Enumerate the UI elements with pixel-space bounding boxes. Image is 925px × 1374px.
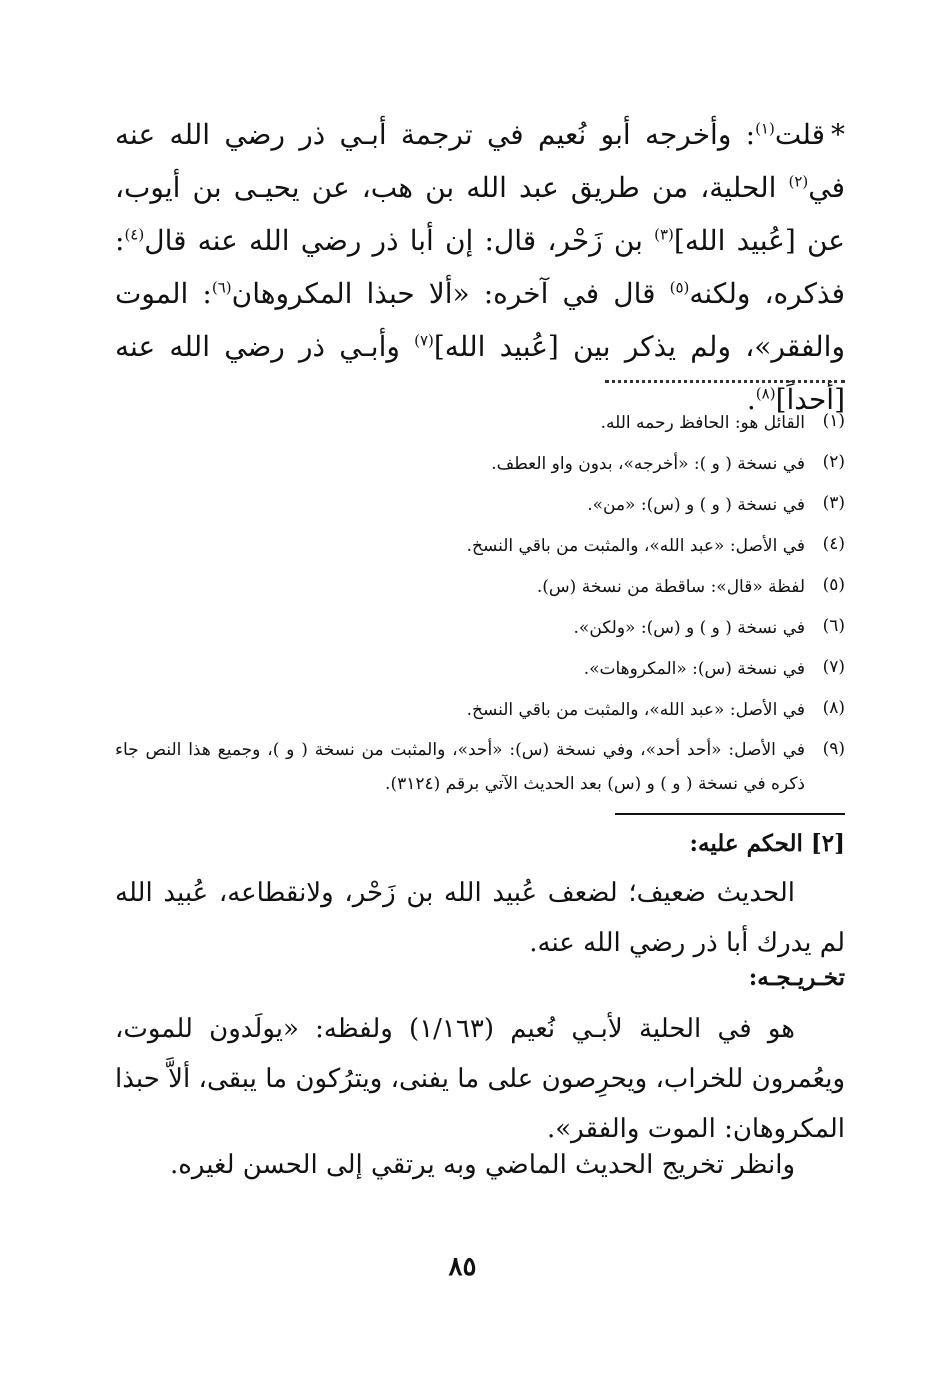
footnote-number: (٦) bbox=[822, 616, 845, 636]
footnote-ref: (٥) bbox=[669, 278, 690, 297]
footnote-ref: (١) bbox=[755, 119, 775, 138]
footnote-text: في الأصل: «عبد الله»، والمثبت من باقي النسخ. bbox=[466, 700, 805, 720]
footnote-text: في نسخة ( و ) و (س): «ولكن». bbox=[573, 618, 805, 638]
takhrij-see-also: وانظر تخريج الحديث الماضي وبه يرتقي إلى الحسن لغيره. bbox=[169, 1150, 795, 1180]
section-divider bbox=[615, 813, 845, 815]
ruling-heading: [٢] الحكم عليه: bbox=[689, 830, 845, 857]
footnote-ref: (٢) bbox=[788, 172, 809, 191]
footnote-ref: (٤) bbox=[124, 225, 145, 244]
footnote-item bbox=[115, 569, 845, 605]
footnote-text: في الأصل: «أحد أحد»، وفي نسخة (س): «أحد»، والمثبت من نسخة ( و )، وجميع هذا النص جاء ذكره في نسخة ( و ) و (س) بعد الحديث الآتي برقم (٣١٢٤). bbox=[115, 740, 806, 794]
footnote-text: في نسخة ( و ): «أخرجه»، بدون واو العطف. bbox=[491, 454, 805, 474]
footnote-text: في نسخة (س): «المكروهات». bbox=[583, 659, 805, 679]
footnote-number: (٩) bbox=[822, 739, 845, 759]
footnote-number: (٥) bbox=[822, 575, 845, 595]
footnote-item bbox=[115, 692, 845, 728]
main-text-segment: : فذكره، ولكنه bbox=[115, 224, 846, 310]
footnote-number: (٤) bbox=[822, 534, 845, 554]
footnote-ref: (٨) bbox=[755, 384, 776, 403]
footnote-text: في الأصل: «عبد الله»، والمثبت من باقي النسخ. bbox=[466, 536, 805, 556]
main-text-segment: . bbox=[746, 383, 756, 416]
footnote-ref: (٦) bbox=[211, 278, 232, 297]
footnote-number: (٣) bbox=[822, 493, 845, 513]
footnote-item bbox=[115, 651, 845, 687]
main-text-segment: الحلية، من طريق عبد الله بن هب، عن يحيـى بن أيوب، عن [عُبيد الله] bbox=[115, 171, 845, 257]
footnote-text: لفظة «قال»: ساقطة من نسخة (س). bbox=[536, 577, 805, 597]
page-number: ٨٥ bbox=[448, 1252, 477, 1282]
main-text-segment: قال في آخره: «ألا حبذا المكروهان bbox=[231, 277, 670, 310]
footnote-item bbox=[115, 610, 845, 646]
takhrij-text: هو في الحلية لأبـي نُعيم (١/١٦٣) ولفظه: «يولَدون للموت، ويعُمرون للخراب، ويحرِصون على ما يفنى، ويترُكون ما يبقى، ألاَّ حبذا المكروهان: الموت والفقر». bbox=[115, 1014, 845, 1144]
main-text-segment: بن زَحْر، قال: إن أبا ذر رضي الله عنه قال bbox=[144, 224, 655, 257]
footnote-separator bbox=[605, 370, 845, 383]
asterisk-mark: * bbox=[831, 118, 845, 151]
footnote-item bbox=[115, 446, 845, 482]
footnote-item bbox=[115, 487, 845, 523]
main-text-segment: وأبـي ذر رضي الله عنه [أحداً] bbox=[115, 330, 845, 416]
footnote-text: القائل هو: الحافظ رحمه الله. bbox=[600, 413, 805, 433]
main-text-segment: : الموت والفقر»، ولم يذكر بين [عُبيد الله] bbox=[115, 277, 845, 363]
ruling-text: الحديث ضعيف؛ لضعف عُبيد الله بن زَحْر، ولانقطاعه، عُبيد الله لم يدرك أبا ذر رضي الله عنه. bbox=[115, 878, 845, 958]
footnote-text: في نسخة ( و ) و (س): «من». bbox=[587, 495, 805, 515]
takhrij-heading: تخـريـجـه: bbox=[748, 964, 845, 991]
footnote-number: (٧) bbox=[822, 657, 845, 677]
footnote-item bbox=[115, 733, 845, 801]
footnote-number: (٨) bbox=[822, 698, 845, 718]
footnote-ref: (٧) bbox=[414, 331, 434, 350]
footnote-ref: (٣) bbox=[654, 225, 674, 244]
main-text-segment: : وأخرجه أبو نُعيم في ترجمة أبـي ذر رضي الله عنه في bbox=[115, 118, 845, 204]
footnotes-list bbox=[115, 405, 845, 806]
footnote-number: (١) bbox=[822, 411, 845, 431]
footnote-item bbox=[115, 528, 845, 564]
footnote-item bbox=[115, 405, 845, 441]
footnote-number: (٢) bbox=[822, 452, 845, 472]
main-text-segment: قلت bbox=[774, 118, 825, 151]
